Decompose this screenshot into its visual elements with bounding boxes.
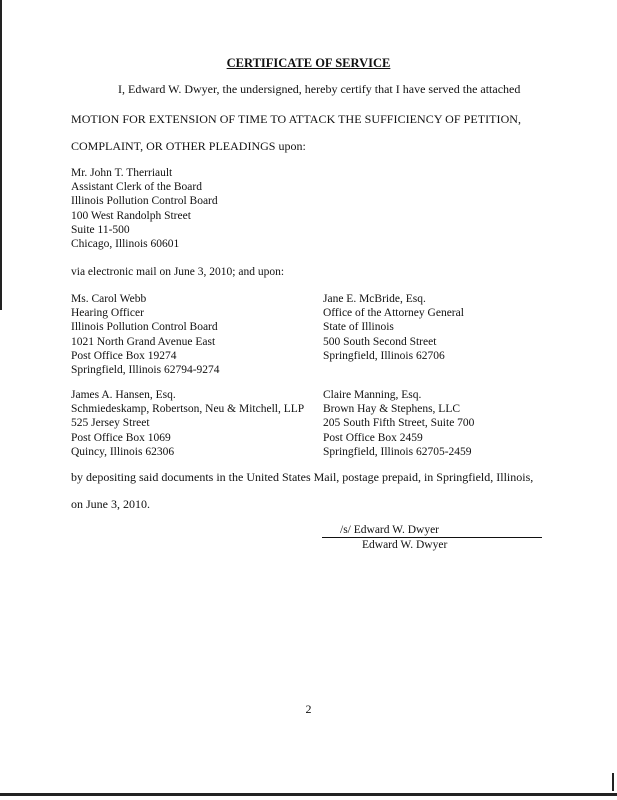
scan-edge-mark-right <box>612 773 614 791</box>
address-line: Springfield, Illinois 62794-9274 <box>71 363 220 376</box>
address-line: Illinois Pollution Control Board <box>71 321 218 334</box>
signature-rule <box>322 537 542 538</box>
address-line: Jane E. McBride, Esq. <box>323 293 426 305</box>
via-email-line: via electronic mail on June 3, 2010; and upon: <box>71 266 285 278</box>
motion-title-line-2: COMPLAINT, OR OTHER PLEADINGS upon: <box>71 139 306 153</box>
deposit-line-2: on June 3, 2010. <box>71 497 150 511</box>
address-line: Quincy, Illinois 62306 <box>71 445 175 458</box>
address-line: Springfield, Illinois 62705-2459 <box>323 445 472 458</box>
address-line: Post Office Box 19274 <box>71 349 177 362</box>
address-line: 500 South Second Street <box>323 335 437 348</box>
address-line: 100 West Randolph Street <box>71 209 191 222</box>
address-line: Claire Manning, Esq. <box>323 389 422 401</box>
recipient-mcbride <box>323 292 464 363</box>
address-line: State of Illinois <box>323 321 394 334</box>
clerk-address <box>71 166 218 251</box>
signature-text: /s/ Edward W. Dwyer <box>340 524 440 536</box>
recipient-webb <box>71 292 220 377</box>
address-line: Suite 11-500 <box>71 223 130 236</box>
scan-edge-mark-bottom <box>0 793 617 796</box>
address-line: 1021 North Grand Avenue East <box>71 335 216 348</box>
address-line: 205 South Fifth Street, Suite 700 <box>323 417 475 430</box>
recipient-hansen <box>71 388 304 459</box>
address-line: Brown Hay & Stephens, LLC <box>323 403 461 416</box>
address-line: Chicago, Illinois 60601 <box>71 237 180 250</box>
address-line: Post Office Box 2459 <box>323 431 423 444</box>
signer-name: Edward W. Dwyer <box>362 539 448 551</box>
signature-line <box>322 524 542 536</box>
address-line: James A. Hansen, Esq. <box>71 389 176 401</box>
intro-line: I, Edward W. Dwyer, the undersigned, hereby certify that I have served the attached <box>118 82 521 96</box>
address-line: 525 Jersey Street <box>71 417 150 430</box>
address-line: Hearing Officer <box>71 307 144 320</box>
address-line: Illinois Pollution Control Board <box>71 195 218 208</box>
scan-edge-mark-left <box>0 0 2 310</box>
motion-title-line-1: MOTION FOR EXTENSION OF TIME TO ATTACK THE SUFFICIENCY OF PETITION, <box>71 112 522 126</box>
address-line: Post Office Box 1069 <box>71 431 171 444</box>
address-line: Assistant Clerk of the Board <box>71 181 202 194</box>
recipient-manning <box>323 388 474 459</box>
page-number: 2 <box>305 702 312 716</box>
document-title: CERTIFICATE OF SERVICE <box>226 56 391 70</box>
address-line: Springfield, Illinois 62706 <box>323 349 445 362</box>
deposit-line-1: by depositing said documents in the United States Mail, postage prepaid, in Springfield, Illinois, <box>71 470 534 484</box>
address-line: Mr. John T. Therriault <box>71 167 173 179</box>
address-line: Schmiedeskamp, Robertson, Neu & Mitchell, LLP <box>71 403 305 416</box>
address-line: Ms. Carol Webb <box>71 293 147 305</box>
address-line: Office of the Attorney General <box>323 307 464 320</box>
